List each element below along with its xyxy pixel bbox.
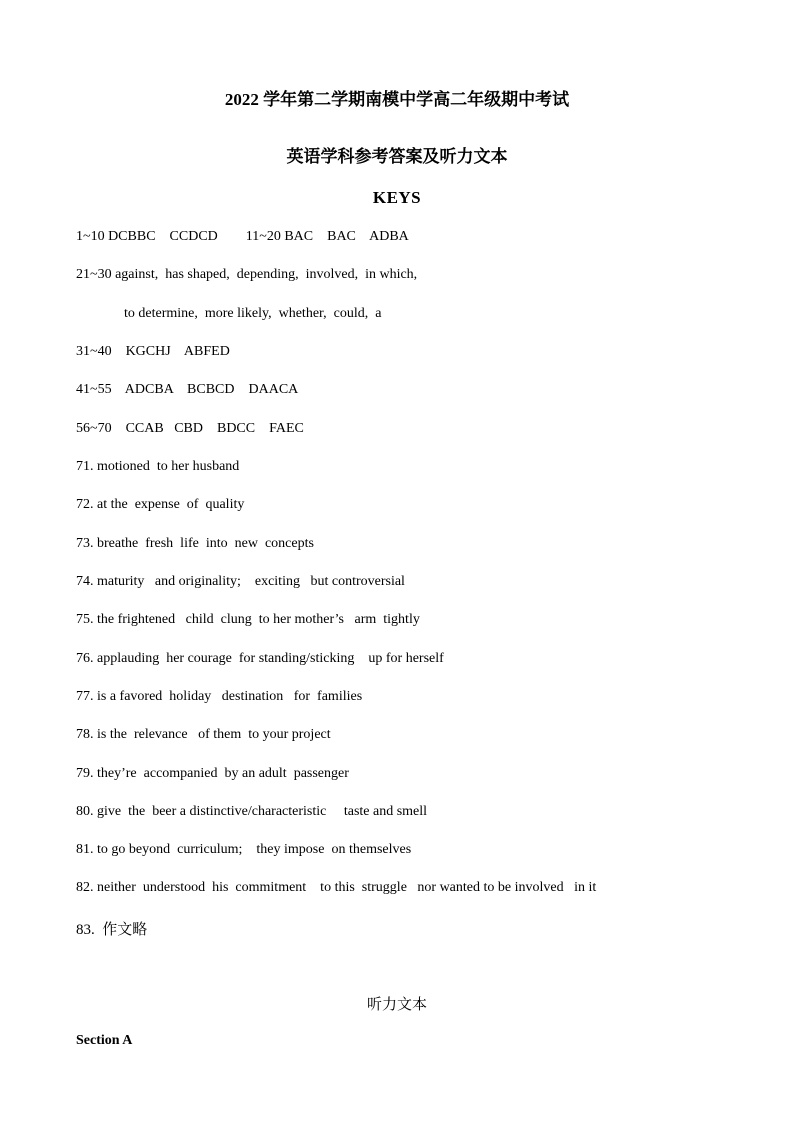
answer-78: 78. is the relevance of them to your project [76,727,331,742]
answer-76: 76. applauding her courage for standing/sticking up for herself [76,651,444,666]
answer-73: 73. breathe fresh life into new concepts [76,536,314,551]
answer-77: 77. is a favored holiday destination for families [76,689,363,704]
answers-21-30: 21~30 against, has shaped, depending, involved, in which, [76,267,418,282]
exam-title: 2022 学年第二学期南模中学高二年级期中考试 [224,90,570,109]
answers-31-40: 31~40 KGCHJ ABFED [76,344,230,359]
answer-74: 74. maturity and originality; exciting but controversial [76,574,405,589]
answer-75: 75. the frightened child clung to her mother’s arm tightly [76,612,420,627]
section-a-heading: Section A [76,1033,133,1048]
answer-83: 83. 作文略 [76,922,148,938]
answer-82: 82. neither understood his commitment to this struggle nor wanted to be involved in it [76,880,597,895]
listening-title: 听力文本 [366,997,427,1013]
answers-56-70: 56~70 CCAB CBD BDCC FAEC [76,421,304,436]
answer-71: 71. motioned to her husband [76,459,240,474]
answers-21-30-cont: to determine, more likely, whether, could, a [124,306,382,321]
answers-1-20: 1~10 DCBBC CCDCD 11~20 BAC BAC ADBA [76,229,409,244]
keys-heading: KEYS [372,188,422,207]
answer-80: 80. give the beer a distinctive/characteristic taste and smell [76,804,428,819]
answer-81: 81. to go beyond curriculum; they impose on themselves [76,842,412,857]
answer-72: 72. at the expense of quality [76,497,245,512]
answers-41-55: 41~55 ADCBA BCBCD DAACA [76,382,299,397]
answer-79: 79. they’re accompanied by an adult passenger [76,766,349,781]
exam-subtitle: 英语学科参考答案及听力文本 [286,147,508,166]
